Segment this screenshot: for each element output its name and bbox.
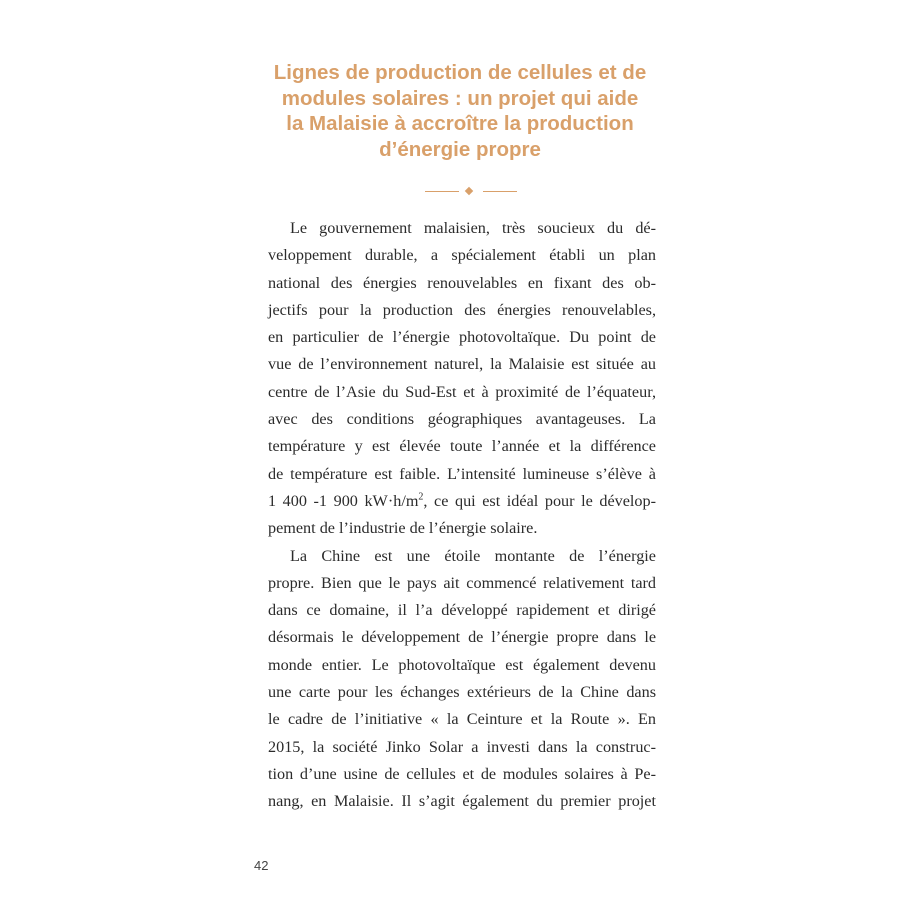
text-line: national des énergies renouvelables en fixant des ob- — [268, 273, 656, 292]
chapter-title — [250, 60, 670, 162]
text-line: propre. Bien que le pays ait commencé relativement tard — [268, 573, 656, 592]
unit-text: 1 400 -1 900 kW·h/m — [268, 491, 419, 510]
page-number: 42 — [254, 858, 269, 873]
paragraph-1 — [268, 215, 656, 543]
text-line: dans ce domaine, il l’a développé rapidement et dirigé — [268, 601, 656, 620]
ornament-rule-right — [483, 191, 517, 192]
diamond-icon — [465, 187, 473, 195]
text-line: centre de l’Asie du Sud-Est et à proximité de l’équateur, — [268, 382, 656, 401]
text-line: pement de l’industrie de l’énergie solaire. — [268, 519, 538, 538]
title-ornament-divider — [425, 186, 517, 198]
title-line: modules solaires : un projet qui aide — [281, 86, 639, 110]
text-line: jectifs pour la production des énergies renouvelables, — [268, 300, 656, 319]
unit-line-rest: , ce qui est idéal pour le dévelop- — [423, 491, 656, 510]
text-line: de température est faible. L’intensité lumineuse s’élève à — [268, 464, 656, 483]
text-line: tion d’une usine de cellules et de modules solaires à Pe- — [268, 764, 656, 783]
text-line: vue de l’environnement naturel, la Malaisie est située au — [268, 355, 656, 374]
text-line: avec des conditions géographiques avantageuses. La — [268, 410, 656, 429]
text-line: 2015, la société Jinko Solar a investi dans la construc- — [268, 737, 656, 756]
title-line: d’énergie propre — [379, 137, 541, 161]
text-line: le cadre de l’initiative « la Ceinture et la Route ». En — [268, 710, 656, 729]
paragraph-2 — [268, 543, 656, 816]
text-line: veloppement durable, a spécialement établi un plan — [268, 246, 656, 265]
text-line: désormais le développement de l’énergie propre dans le — [268, 628, 656, 647]
ornament-rule-left — [425, 191, 459, 192]
text-line: une carte pour les échanges extérieurs de la Chine dans — [268, 683, 656, 702]
unit-superscript: 2 — [418, 491, 424, 503]
body-text — [268, 215, 656, 816]
title-line: Lignes de production de cellules et de — [273, 61, 647, 84]
text-line: monde entier. Le photovoltaïque est également devenu — [268, 655, 656, 674]
title-line: la Malaisie à accroître la production — [286, 112, 634, 135]
text-line-with-unit — [268, 488, 656, 515]
text-line: nang, en Malaisie. Il s’agit également du premier projet — [268, 792, 656, 811]
text-line: La Chine est une étoile montante de l’énergie — [290, 546, 656, 565]
text-line: température y est élevée toute l’année et la différence — [268, 437, 656, 456]
text-line: Le gouvernement malaisien, très soucieux du dé- — [290, 219, 656, 237]
text-line: en particulier de l’énergie photovoltaïque. Du point de — [268, 328, 656, 347]
